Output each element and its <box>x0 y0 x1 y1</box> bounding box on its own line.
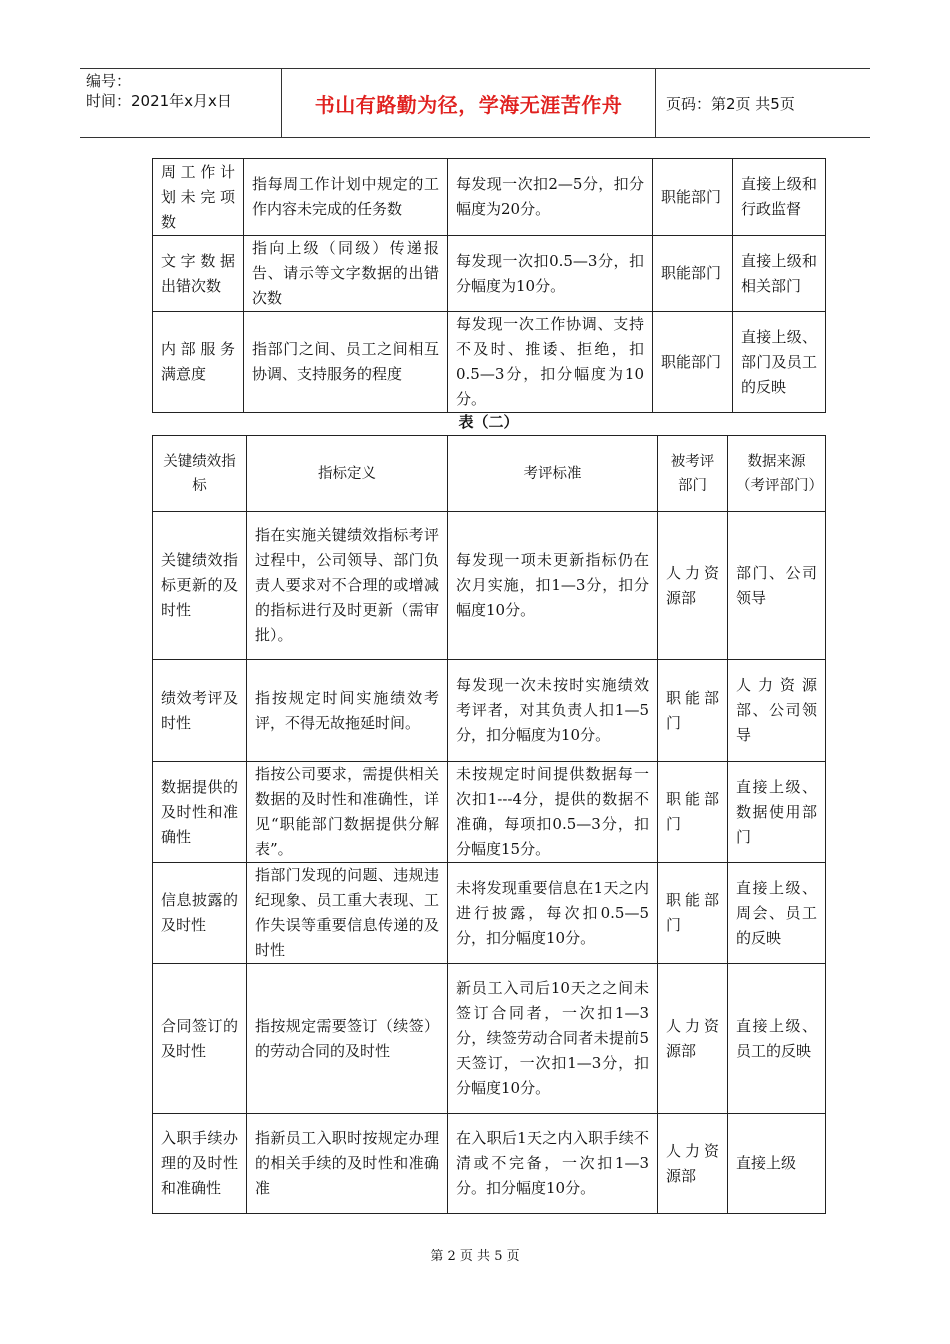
department-cell: 职能部门 <box>658 762 728 863</box>
source-cell: 直接上级、周会、员工的反映 <box>728 863 826 964</box>
department-cell: 人力资源部 <box>658 964 728 1114</box>
table-header-row <box>153 436 826 512</box>
kpi-name-cell: 周工作计划未完项数 <box>153 159 244 236</box>
kpi-name-cell: 内部服务满意度 <box>153 312 244 413</box>
department-cell: 职能部门 <box>658 863 728 964</box>
header-page-label: 页码：第2页 共5页 <box>666 94 795 113</box>
criteria-cell: 新员工入司后10天之之间未签订合同者，一次扣1—3分，续签劳动合同者未提前5天签订，一次扣1—3分，扣分幅度10分。 <box>448 964 658 1114</box>
source-cell: 人力资源部、公司领导 <box>728 660 826 762</box>
table-row <box>153 1114 826 1214</box>
criteria-cell: 每发现一次扣0.5—3分，扣分幅度为10分。 <box>448 236 653 312</box>
definition-cell: 指新员工入职时按规定办理的相关手续的及时性和准确准 <box>247 1114 448 1214</box>
department-cell: 职能部门 <box>653 312 733 413</box>
table-caption: 表（二） <box>458 413 519 431</box>
header-motto: 书山有路勤为径，学海无涯苦作舟 <box>282 69 656 137</box>
header-meta <box>80 69 282 137</box>
kpi-name-cell: 信息披露的及时性 <box>153 863 247 964</box>
source-cell: 直接上级 <box>728 1114 826 1214</box>
date-label: 时间：2021年x月x日 <box>86 92 232 110</box>
page-footer: 第 2 页 共 5 页 <box>430 1249 520 1264</box>
kpi-name-cell: 文字数据出错次数 <box>153 236 244 312</box>
table-row <box>153 660 826 762</box>
definition-cell: 指每周工作计划中规定的工作内容未完成的任务数 <box>244 159 448 236</box>
header-cell-department: 被考评部门 <box>658 436 728 512</box>
department-cell: 职能部门 <box>653 236 733 312</box>
table-row <box>153 312 826 413</box>
criteria-cell: 每发现一次工作协调、支持不及时、推诿、拒绝，扣0.5—3分，扣分幅度为10分。 <box>448 312 653 413</box>
header-cell-definition: 指标定义 <box>247 436 448 512</box>
table-row <box>153 762 826 863</box>
header-cell-criteria: 考评标准 <box>448 436 658 512</box>
definition-cell: 指在实施关键绩效指标考评过程中，公司领导、部门负责人要求对不合理的或增减的指标进行及时更新（需审批）。 <box>247 512 448 660</box>
source-cell: 直接上级和相关部门 <box>733 236 826 312</box>
kpi-name-cell: 数据提供的及时性和准确性 <box>153 762 247 863</box>
source-cell: 直接上级、数据使用部门 <box>728 762 826 863</box>
table-row <box>153 236 826 312</box>
definition-cell: 指部门发现的问题、违规违纪现象、员工重大表现、工作失误等重要信息传递的及时性 <box>247 863 448 964</box>
criteria-cell: 在入职后1天之内入职手续不清或不完备，一次扣1—3分。扣分幅度10分。 <box>448 1114 658 1214</box>
table-row <box>153 159 826 236</box>
kpi-table-2 <box>152 435 826 1214</box>
header-cell-kpi: 关键绩效指标 <box>153 436 247 512</box>
department-cell: 职能部门 <box>658 660 728 762</box>
source-cell: 直接上级、部门及员工的反映 <box>733 312 826 413</box>
kpi-table-continued <box>152 158 826 413</box>
criteria-cell: 每发现一次未按时实施绩效考评者，对其负责人扣1—5分，扣分幅度为10分。 <box>448 660 658 762</box>
header-cell-source: 数据来源（考评部门） <box>728 436 826 512</box>
definition-cell: 指部门之间、员工之间相互协调、支持服务的程度 <box>244 312 448 413</box>
page-header <box>80 68 870 138</box>
source-cell: 直接上级、员工的反映 <box>728 964 826 1114</box>
table-row <box>153 964 826 1114</box>
kpi-name-cell: 合同签订的及时性 <box>153 964 247 1114</box>
criteria-cell: 每发现一次扣2—5分，扣分幅度为20分。 <box>448 159 653 236</box>
definition-cell: 指按规定时间实施绩效考评，不得无故拖延时间。 <box>247 660 448 762</box>
department-cell: 职能部门 <box>653 159 733 236</box>
source-cell: 直接上级和行政监督 <box>733 159 826 236</box>
definition-cell: 指向上级（同级）传递报告、请示等文字数据的出错次数 <box>244 236 448 312</box>
department-cell: 人力资源部 <box>658 1114 728 1214</box>
criteria-cell: 每发现一项未更新指标仍在次月实施，扣1—3分，扣分幅度10分。 <box>448 512 658 660</box>
serial-label: 编号： <box>86 72 132 90</box>
source-cell: 部门、公司领导 <box>728 512 826 660</box>
kpi-name-cell: 关键绩效指标更新的及时性 <box>153 512 247 660</box>
table-row <box>153 512 826 660</box>
definition-cell: 指按规定需要签订（续签）的劳动合同的及时性 <box>247 964 448 1114</box>
definition-cell: 指按公司要求，需提供相关数据的及时性和准确性，详见“职能部门数据提供分解表”。 <box>247 762 448 863</box>
table-row <box>153 863 826 964</box>
kpi-name-cell: 绩效考评及时性 <box>153 660 247 762</box>
kpi-name-cell: 入职手续办理的及时性和准确性 <box>153 1114 247 1214</box>
department-cell: 人力资源部 <box>658 512 728 660</box>
criteria-cell: 未按规定时间提供数据每一次扣1---4分，提供的数据不准确，每项扣0.5—3分，扣分幅度15分。 <box>448 762 658 863</box>
criteria-cell: 未将发现重要信息在1天之内进行披露，每次扣0.5—5分，扣分幅度10分。 <box>448 863 658 964</box>
